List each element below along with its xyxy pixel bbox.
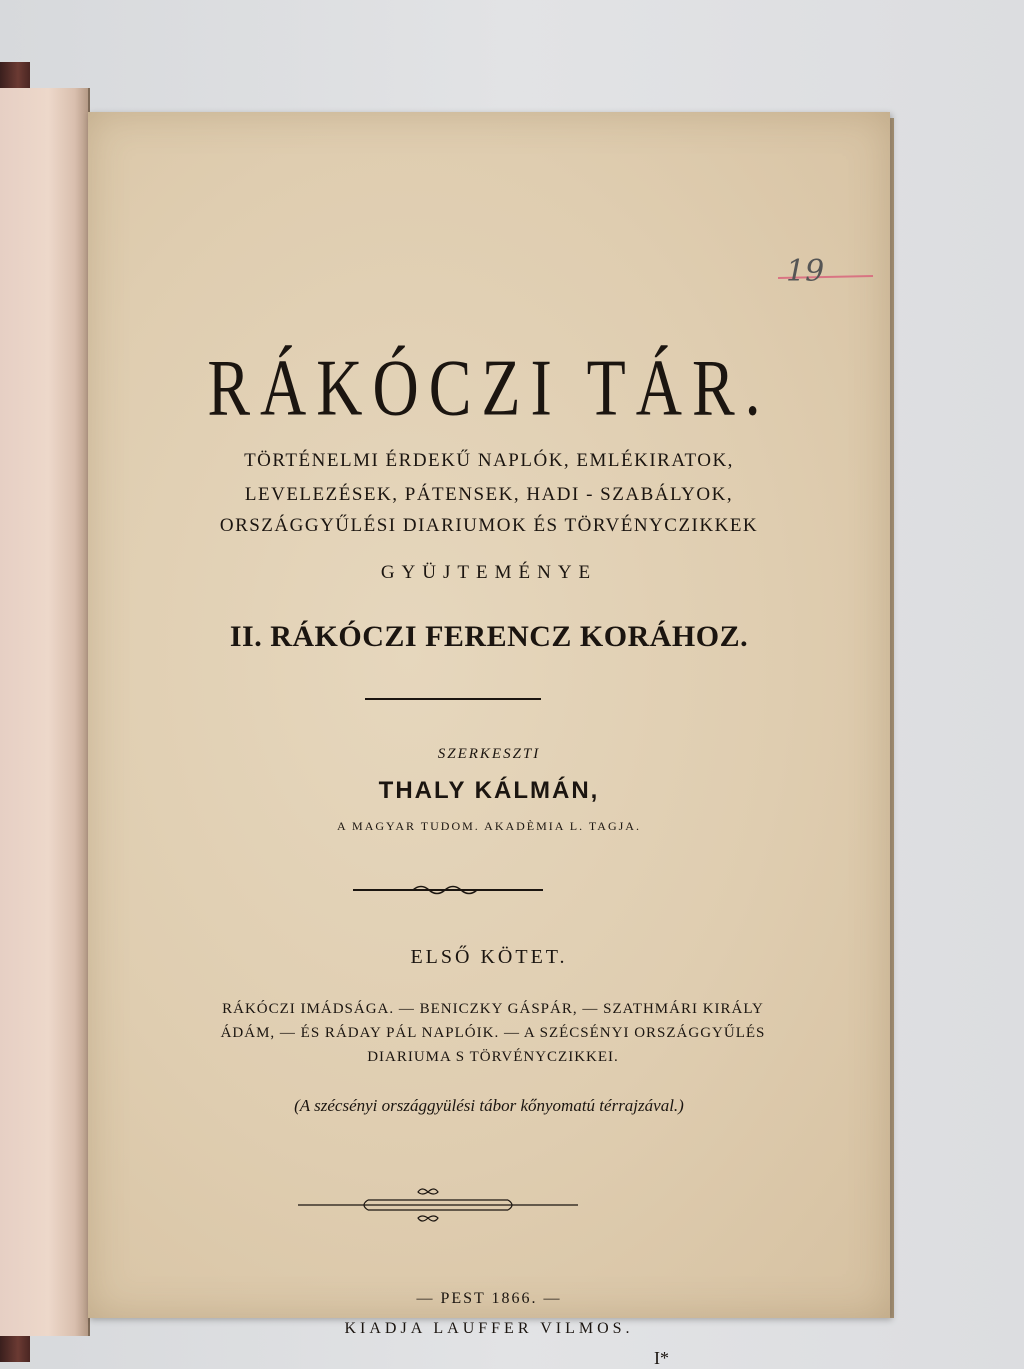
divider-rule bbox=[365, 698, 541, 700]
subtitle-line-1: TÖRTÉNELMI ÉRDEKŰ NAPLÓK, EMLÉKIRATOK, bbox=[244, 450, 734, 471]
title-page bbox=[88, 112, 890, 1368]
contents-line-3: DIARIUMA S TÖRVÉNYCZIKKEI. bbox=[367, 1049, 619, 1065]
publisher: KIADJA LAUFFER VILMOS. bbox=[344, 1320, 634, 1337]
editor-name: THALY KÁLMÁN, bbox=[378, 777, 600, 804]
left-page bbox=[0, 88, 90, 1336]
subtitle-line-2: LEVELEZÉSEK, PÁTENSEK, HADI - SZABÁLYOK, bbox=[244, 484, 734, 505]
map-note: (A szécsényi országgyülési tábor kőnyomatú térrajzával.) bbox=[294, 1096, 684, 1115]
subtitle-line-3: ORSZÁGGYŰLÉSI DIARIUMOK ÉS TÖRVÉNYCZIKKEK bbox=[219, 515, 759, 536]
scroll-ornament-icon bbox=[298, 1180, 578, 1235]
collection-label: GYÜJTEMÉNYE bbox=[380, 562, 598, 583]
contents-line-2: ÁDÁM, — ÉS RÁDAY PÁL NAPLÓIK. — A SZÉCSÉNYI ORSZÁGGYŰLÉS bbox=[220, 1025, 766, 1041]
place-year: — PEST 1866. — bbox=[416, 1290, 562, 1307]
pencil-note-text: 19 bbox=[786, 254, 825, 289]
pencil-annotation bbox=[778, 252, 878, 317]
book-title: RÁKÓCZI TÁR. bbox=[207, 343, 771, 432]
era-heading: II. RÁKÓCZI FERENCZ KORÁHOZ. bbox=[229, 620, 749, 653]
editor-label: SZERKESZTI bbox=[437, 746, 541, 762]
editor-title: A MAGYAR TUDOM. AKADÈMIA L. TAGJA. bbox=[337, 819, 641, 833]
volume-label: ELSŐ KÖTET. bbox=[410, 946, 568, 968]
contents-line-1: RÁKÓCZI IMÁDSÁGA. — BENICZKY GÁSPÁR, — SZATHMÁRI KIRÁLY bbox=[222, 1001, 764, 1017]
signature-mark: I* bbox=[654, 1348, 669, 1368]
ornament-divider-icon bbox=[353, 882, 543, 903]
